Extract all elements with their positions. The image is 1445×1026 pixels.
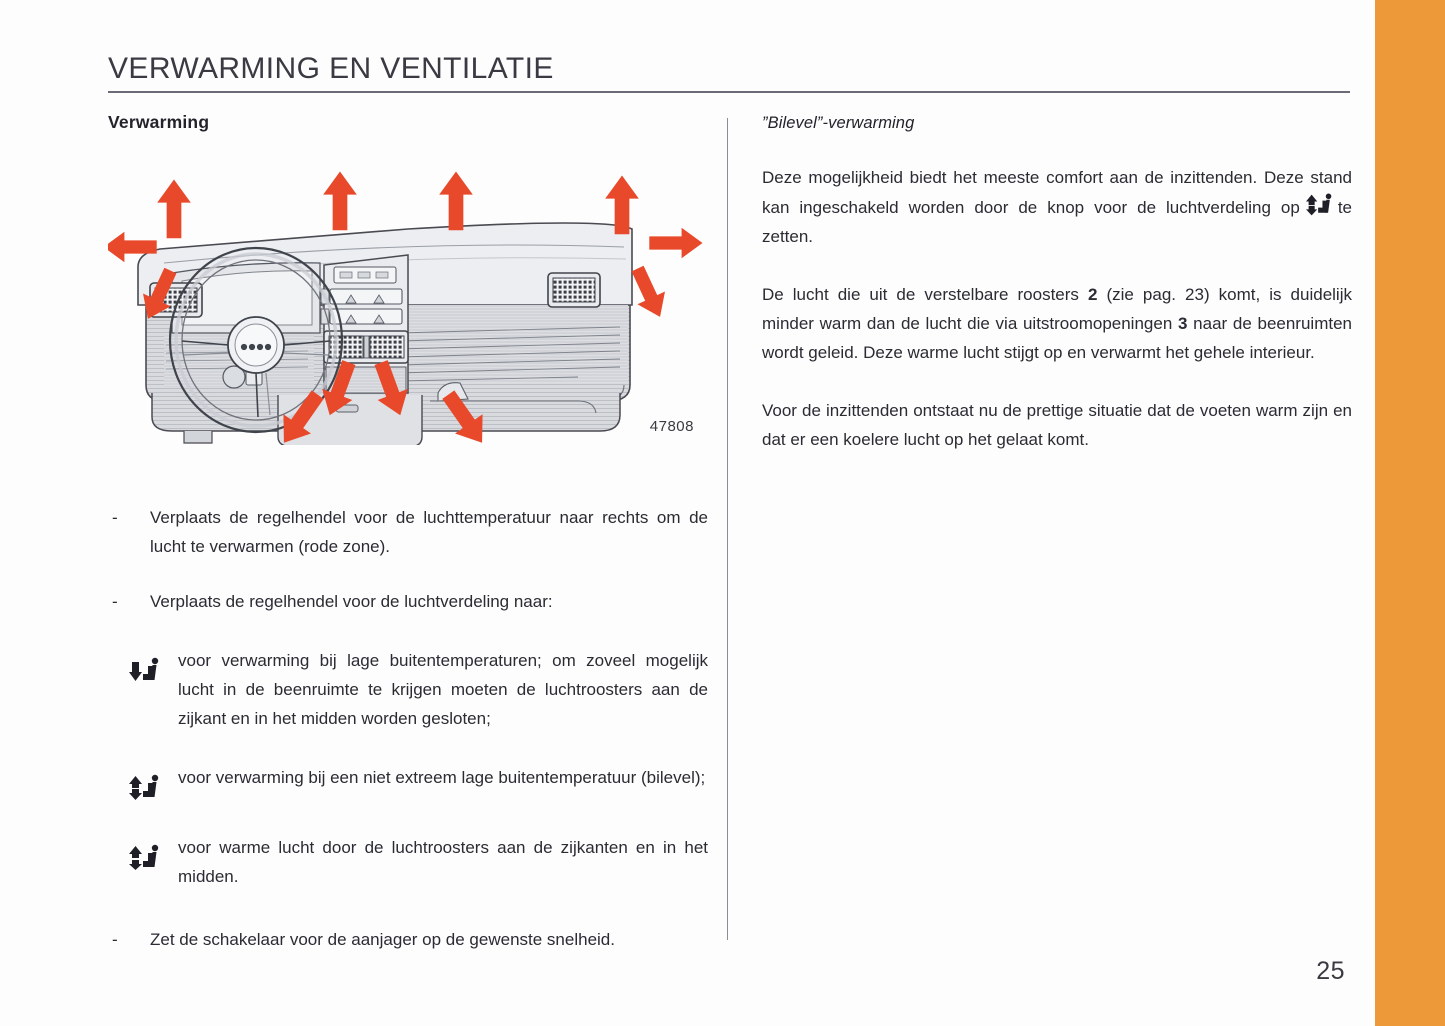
page-header [108, 52, 1350, 93]
figure-number: 47808 [649, 418, 694, 435]
list-item-text: voor verwarming bij lage buitentemperaturen; om zoveel mogelijk lucht in de beenruimte te krijgen moeten de luchtroosters aan de zijkant en in het midden worden gesloten; [178, 651, 708, 728]
header-divider [108, 91, 1350, 93]
dash-marker: - [112, 508, 118, 527]
paragraph [762, 163, 1352, 251]
list-item-text: Zet de schakelaar voor de aanjager op de gewenste snelheid. [150, 930, 615, 949]
section-heading: Verwarming [108, 112, 210, 132]
list-item-text: Verplaats de regelhendel voor de luchttemperatuur naar rechts om de lucht te verwarmen (rode zone). [150, 508, 708, 556]
bilevel-vent-icon [1304, 192, 1334, 218]
subsection-heading: ”Bilevel”-verwarming [762, 114, 915, 132]
dash-marker: - [112, 592, 118, 611]
reference-number: 2 [1087, 285, 1098, 304]
reference-number: 3 [1178, 314, 1188, 333]
icon-cell [110, 763, 178, 803]
list-item [108, 833, 708, 891]
dashboard-drawing [138, 223, 632, 445]
list-item-text: Verplaats de regelhendel voor de luchtverdeling naar: [150, 592, 553, 611]
bilevel-vent-icon [127, 773, 161, 803]
list-item [108, 587, 708, 616]
icon-cell [110, 833, 178, 873]
column-divider [727, 118, 728, 940]
list-item-text: voor verwarming bij een niet extreem lage buitentemperatuur (bilevel); [178, 768, 706, 787]
paragraph-text-part: (zie pag. 23) komt, is duidelijk minder warm dan de lucht die via uitstroomopeningen [762, 285, 1352, 333]
list-item [108, 503, 708, 561]
right-column [762, 112, 1352, 483]
page-title: VERWARMING EN VENTILATIE [108, 52, 554, 85]
left-column [108, 112, 708, 980]
list-item [108, 763, 708, 803]
paragraph-text-part: te zetten. [762, 198, 1352, 246]
paragraph [762, 280, 1352, 367]
right-side-vent [548, 273, 600, 307]
orange-edge-tab [1375, 0, 1445, 1026]
footwell-vent-icon [127, 656, 161, 686]
page-number: 25 [1316, 957, 1345, 985]
paragraph-text-part: Deze mogelijkheid biedt het meeste comfort aan de inzittenden. Deze stand kan ingeschakeld worden door de knop voor de luchtverdeling op [762, 168, 1352, 217]
face-vent-icon [127, 843, 161, 873]
dashboard-airflow-figure [108, 155, 708, 445]
paragraph-text-part: De lucht die uit de verstelbare roosters [762, 285, 1079, 304]
list-item [108, 646, 708, 733]
paragraph: Voor de inzittenden ontstaat nu de prettige situatie dat de voeten warm zijn en dat er een koelere lucht op het gelaat komt. [762, 401, 1352, 449]
list-item [108, 925, 708, 954]
dash-marker: - [112, 930, 118, 949]
icon-cell [110, 646, 178, 686]
list-item-text: voor warme lucht door de luchtroosters aan de zijkanten en in het midden. [178, 838, 708, 886]
paragraph-text-part: naar de beenruimten wordt geleid. Deze warme lucht stijgt op en verwarmt het gehele interieur. [762, 314, 1352, 362]
